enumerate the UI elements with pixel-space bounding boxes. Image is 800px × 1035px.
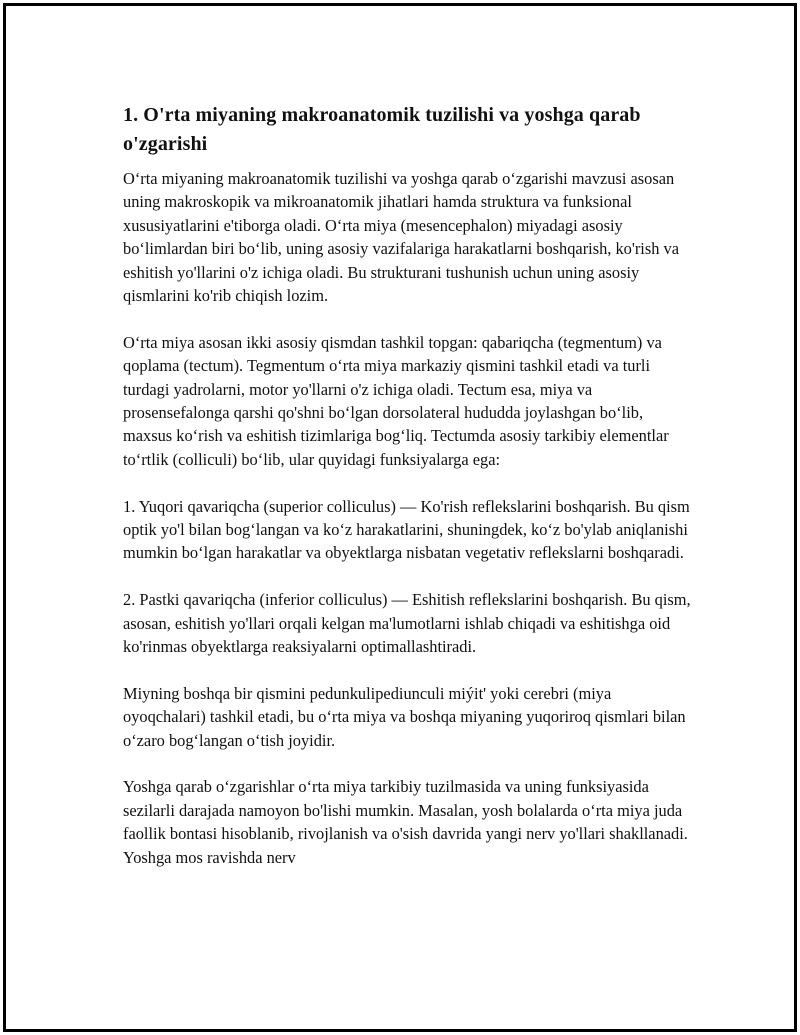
paragraph-structure: O‘rta miya asosan ikki asosiy qismdan tashkil topgan: qabariqcha (tegmentum) va qoplama (tectum). Tegmentum o‘rta miya markaziy qismini tashkil etadi va turli turdagi yadrolarni, motor yo'llarni o'z ichiga oladi. Tectum esa, miya va prosensefalonga qarshi qo'shni bo‘lgan dorsolateral hududda joylashgan bo‘lib, maxsus ko‘rish va eshitish tizimlariga bog‘liq. Tectumda asosiy tarkibiy elementlar to‘rtlik (colliculi) bo‘lib, ular quyidagi funksiyalarga ega: — [123, 332, 669, 469]
page-frame — [3, 3, 797, 1032]
section-title: 1. O'rta miyaning makroanatomik tuzilishi va yoshga qarab o'zgarishi — [123, 104, 641, 155]
paragraph-age-changes: Yoshga qarab o‘zgarishlar o‘rta miya tarkibiy tuzilmasida va uning funksiyasida sezilarli darajada namoyon bo'lishi mumkin. Masalan, yosh bolalarda o‘rta miya juda faollik bontasi hisoblanib, rivojlanish va o'sish davrida yangi nerv yo'llari shakllanadi. Yoshga mos ravishda nerv — [123, 777, 688, 867]
document-body — [123, 101, 693, 893]
paragraph-superior-colliculus: 1. Yuqori qavariqcha (superior colliculus) — Ko'rish reflekslarini boshqarish. Bu qism optik yo'l bilan bog‘langan va ko‘z harakatlarini, shuningdek, ko‘z bo'ylab aniqlanishi mumkin bo‘lgan harakatlar va obyektlarga nisbatan vegetativ reflekslarni boshqaradi. — [123, 496, 690, 563]
paragraph-cerebral-peduncles: Miyning boshqa bir qismini pedunkulipediunculi miýit' yoki cerebri (miya oyoqchalari) tashkil etadi, bu o‘rta miya va boshqa miyaning yuqoriroq qismlari bilan o‘zaro bog‘langan o‘tish joyidir. — [123, 683, 686, 750]
paragraph-inferior-colliculus: 2. Pastki qavariqcha (inferior colliculus) — Eshitish reflekslarini boshqarish. Bu qism, asosan, eshitish yo'llari orqali kelgan ma'lumotlarni ishlab chiqadi va eshitishga oid ko'rinmas obyektlarga reaksiyalarni optimallashtiradi. — [123, 590, 691, 657]
paragraph-intro: O‘rta miyaning makroanatomik tuzilishi va yoshga qarab o‘zgarishi mavzusi asosan uning makroskopik va mikroanatomik jihatlari hamda struktura va funksional xususiyatlarini e'tiborga oladi. O‘rta miya (mesencephalon) miyadagi asosiy bo‘limlardan biri bo‘lib, uning asosiy vazifalariga harakatlarni boshqarish, ko'rish va eshitish yo'llarini o'z ichiga oladi. Bu strukturani tushunish uchun uning asosiy qismlarini ko'rib chiqish lozim. — [123, 169, 679, 306]
